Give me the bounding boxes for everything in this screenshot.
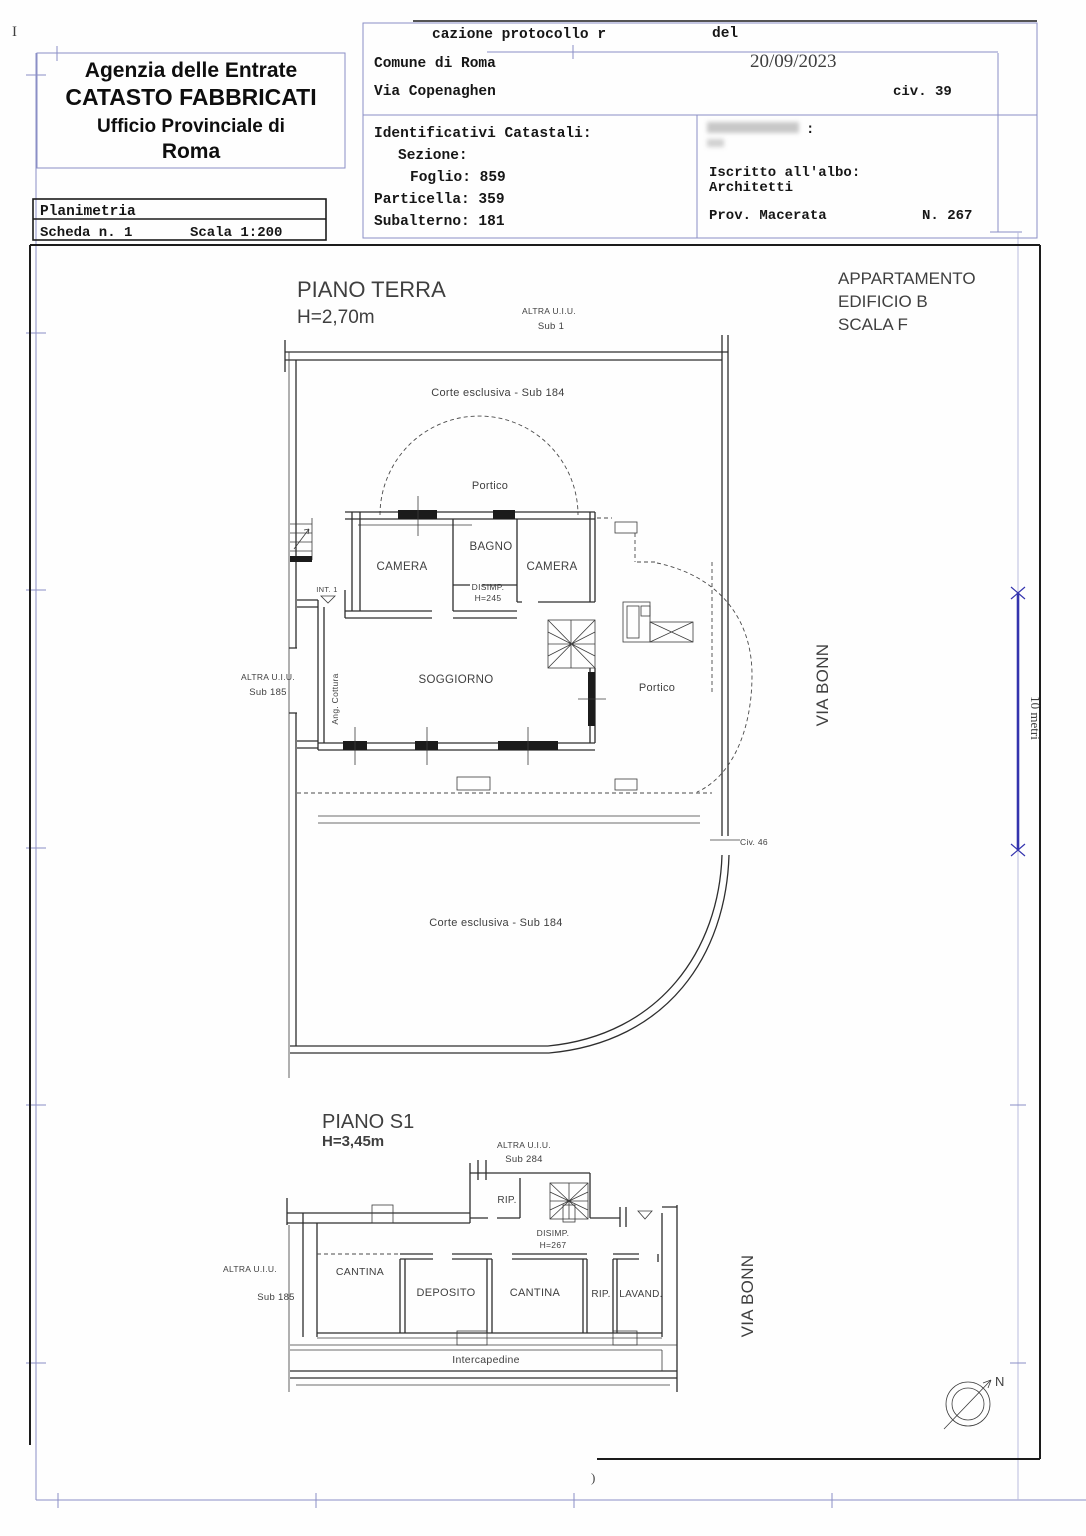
location-civic: civ. 39 bbox=[893, 84, 952, 100]
ground-floor-height: H=2,70m bbox=[297, 307, 375, 328]
professional-albo-2: Architetti bbox=[709, 180, 794, 196]
room-label-rip-2: RIP. bbox=[591, 1289, 611, 1300]
int1-door-arrow bbox=[321, 596, 335, 603]
scale-dimension bbox=[1011, 587, 1043, 856]
professional-albo-1: Iscritto all'albo: bbox=[709, 165, 861, 181]
room-label-disimp-pt: DISIMP. bbox=[471, 582, 505, 592]
basement-plan bbox=[223, 1111, 757, 1392]
int1-label: INT. 1 bbox=[316, 585, 338, 594]
basement-title: PIANO S1 bbox=[322, 1111, 415, 1133]
agency-line-3: Ufficio Provinciale di bbox=[97, 116, 285, 137]
agency-line-2: CATASTO FABBRICATI bbox=[65, 84, 317, 110]
location-street: Via Copenaghen bbox=[374, 84, 496, 100]
page-marker: I bbox=[12, 24, 17, 40]
agency-line-1: Agenzia delle Entrate bbox=[84, 59, 298, 82]
north-label: N bbox=[995, 1374, 1005, 1389]
altra-uiu-s1-sub: Sub 284 bbox=[505, 1154, 543, 1165]
room-label-disimp-s1-h: H=267 bbox=[539, 1240, 567, 1250]
portico-arc-right bbox=[657, 563, 752, 792]
ground-floor-plan bbox=[241, 269, 976, 1078]
header bbox=[12, 24, 972, 241]
basement-entry-arrow bbox=[638, 1211, 652, 1219]
room-label-disimp-pt-h: H=245 bbox=[474, 593, 502, 603]
cadastral-foglio: Foglio: 859 bbox=[410, 170, 506, 186]
room-label-bagno: BAGNO bbox=[469, 541, 513, 553]
stair-basement bbox=[550, 1183, 588, 1222]
cadastral-particella: Particella: 359 bbox=[374, 192, 505, 208]
corte-bottom-label: Corte esclusiva - Sub 184 bbox=[429, 917, 563, 929]
cadastral-title: Identificativi Catastali: bbox=[374, 126, 592, 142]
plan-box-scale: Scala 1:200 bbox=[190, 225, 283, 241]
room-label-cantina-1: CANTINA bbox=[335, 1266, 385, 1278]
room-label-lavand: LAVAND. bbox=[619, 1289, 663, 1300]
stair-ground-floor bbox=[548, 620, 595, 668]
north-compass-icon bbox=[944, 1374, 1004, 1429]
soggiorno-left-wall bbox=[318, 600, 324, 750]
agency-line-4: Roma bbox=[161, 140, 221, 163]
civ46-label: Civ. 46 bbox=[740, 837, 768, 847]
apartment-top-wall bbox=[345, 512, 595, 519]
plan-box-title: Planimetria bbox=[40, 204, 136, 220]
altra-uiu-top-label: ALTRA U.I.U. bbox=[522, 306, 576, 316]
document-borders bbox=[30, 21, 1040, 1459]
entry-stair bbox=[290, 518, 312, 562]
elevator bbox=[623, 602, 693, 642]
corte-top-label: Corte esclusiva - Sub 184 bbox=[431, 387, 565, 399]
professional-number: N. 267 bbox=[922, 208, 973, 224]
via-bonn-label-pt: VIA BONN bbox=[813, 643, 832, 727]
portico-right-label: Portico bbox=[638, 682, 676, 694]
room-label-disimp-s1: DISIMP. bbox=[536, 1228, 570, 1238]
room-label-camera-2: CAMERA bbox=[526, 561, 578, 573]
court-curved-wall bbox=[548, 855, 722, 1046]
altra-uiu-left-pt-label: ALTRA U.I.U. bbox=[241, 672, 295, 682]
scale-bar-label: 10 metri bbox=[1028, 696, 1043, 740]
court-bottom-wall bbox=[290, 1046, 549, 1053]
protocol-fragment: cazione protocollo r bbox=[432, 27, 607, 43]
court-top-wall bbox=[285, 335, 728, 372]
plan-box-sheet: Scheda n. 1 bbox=[40, 225, 133, 241]
footnote-fragment: ) bbox=[591, 1470, 596, 1485]
location-comune: Comune di Roma bbox=[374, 56, 496, 72]
room-label-ang-cottura: Ang. Cottura bbox=[330, 673, 340, 725]
via-bonn-label-s1: VIA BONN bbox=[738, 1254, 757, 1338]
room-label-soggiorno: SOGGIORNO bbox=[418, 674, 494, 686]
portico-top-label: Portico bbox=[471, 480, 509, 492]
court-right-wall bbox=[722, 372, 728, 836]
room-label-rip-upper: RIP. bbox=[497, 1195, 517, 1206]
apartment-block-line-3: SCALA F bbox=[838, 315, 908, 334]
room-label-camera-1: CAMERA bbox=[376, 561, 428, 573]
professional-colon: : bbox=[806, 122, 815, 138]
redacted-professional-name bbox=[707, 122, 799, 147]
ground-floor-title: PIANO TERRA bbox=[297, 277, 446, 302]
protocol-date: 20/09/2023 bbox=[750, 51, 837, 72]
room-label-cantina-2: CANTINA bbox=[509, 1287, 561, 1299]
cadastral-sezione: Sezione: bbox=[398, 148, 468, 164]
altra-uiu-left-s1-sub: Sub 185 bbox=[257, 1292, 295, 1303]
professional-province: Prov. Macerata bbox=[709, 208, 827, 224]
room-label-deposito: DEPOSITO bbox=[416, 1287, 476, 1299]
portico-arc-top bbox=[380, 416, 578, 515]
apartment-block-line-2: EDIFICIO B bbox=[838, 292, 928, 311]
altra-uiu-top-sub: Sub 1 bbox=[537, 321, 565, 332]
basement-height: H=3,45m bbox=[322, 1133, 385, 1150]
altra-uiu-s1-label: ALTRA U.I.U. bbox=[497, 1140, 551, 1150]
altra-uiu-left-s1-label: ALTRA U.I.U. bbox=[223, 1264, 277, 1274]
altra-uiu-left-pt-sub: Sub 185 bbox=[249, 687, 287, 698]
apartment-block-line-1: APPARTAMENTO bbox=[838, 269, 976, 288]
cadastral-subalterno: Subalterno: 181 bbox=[374, 214, 505, 230]
intercapedine-label: Intercapedine bbox=[452, 1354, 520, 1366]
protocol-del-label: del bbox=[712, 26, 739, 42]
